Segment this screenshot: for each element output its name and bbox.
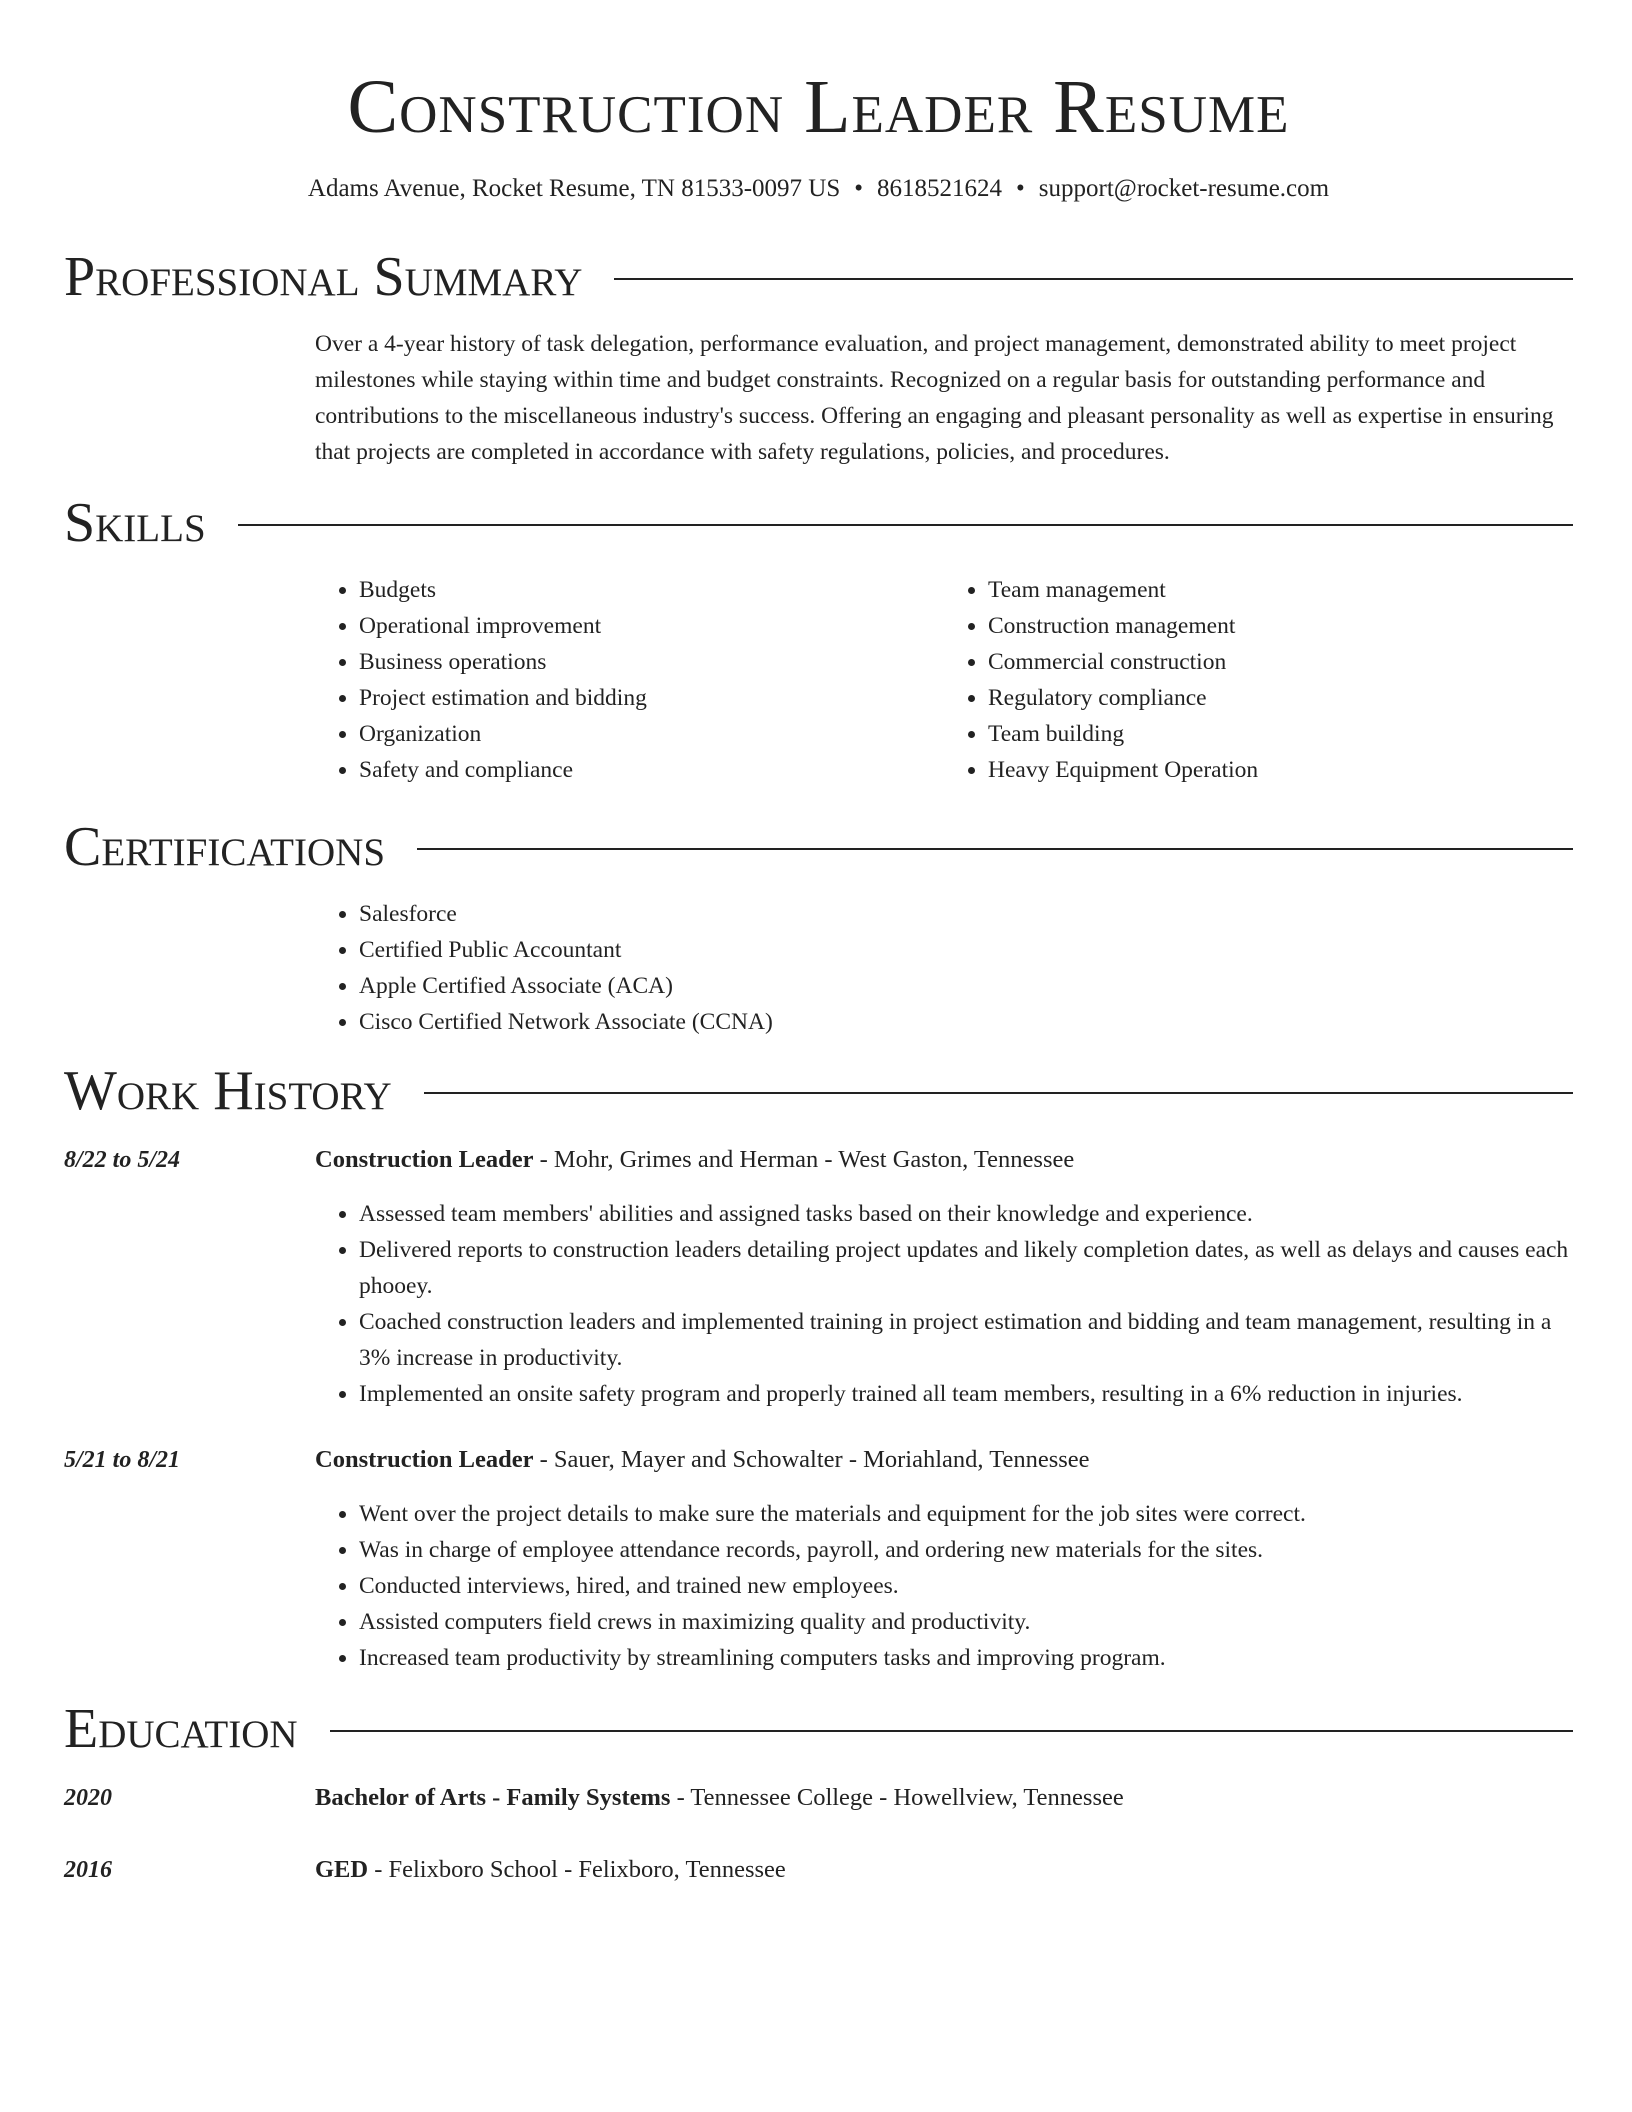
section-divider	[417, 848, 1573, 850]
education-line	[315, 1852, 1573, 1888]
skill-item: • Construction management	[988, 608, 1573, 644]
skills-column-left	[315, 572, 944, 788]
skill-item: • Business operations	[359, 644, 944, 680]
contact-line	[64, 172, 1573, 206]
job-body	[315, 1442, 1573, 1676]
job-bullet: • Implemented an onsite safety program and properly trained all team members, resulting in a 6% reduction in injuries.	[359, 1376, 1573, 1412]
education-heading: Education	[64, 1698, 298, 1760]
job-bullet: • Assisted computers field crews in maximizing quality and productivity.	[359, 1604, 1573, 1640]
job-bullet: • Delivered reports to construction leaders detailing project updates and likely completion dates, as well as delays and causes each phooey.	[359, 1232, 1573, 1304]
skill-item: • Regulatory compliance	[988, 680, 1573, 716]
section-divider	[424, 1092, 1573, 1094]
education-school: - Tennessee College - Howellview, Tennessee	[670, 1784, 1124, 1811]
job-dates: 8/22 to 5/24	[64, 1147, 181, 1173]
summary-heading: Professional Summary	[64, 246, 583, 308]
section-divider	[238, 524, 1573, 526]
skill-item: • Operational improvement	[359, 608, 944, 644]
education-body	[315, 1852, 1573, 1888]
education-section	[64, 1694, 1573, 1888]
job-title-line	[315, 1442, 1573, 1478]
job-dates: 5/21 to 8/21	[64, 1447, 181, 1473]
certification-item: • Cisco Certified Network Associate (CCNA)	[359, 1004, 1573, 1040]
education-line	[315, 1780, 1573, 1816]
certifications-bullets	[315, 896, 1573, 1040]
skill-item: • Commercial construction	[988, 644, 1573, 680]
resume-page	[64, 0, 1573, 1888]
skills-column-right	[944, 572, 1573, 788]
job-body	[315, 1142, 1573, 1412]
job-bullet: • Assessed team members' abilities and assigned tasks based on their knowledge and experience.	[359, 1196, 1573, 1232]
skill-item: • Safety and compliance	[359, 752, 944, 788]
certification-item: • Certified Public Accountant	[359, 932, 1573, 968]
certifications-list	[315, 896, 1573, 1040]
job-employer: - Sauer, Mayer and Schowalter - Moriahland, Tennessee	[533, 1446, 1090, 1473]
education-degree: Bachelor of Arts - Family Systems	[315, 1784, 671, 1811]
contact-separator: •	[854, 175, 864, 202]
education-degree: GED	[315, 1856, 369, 1883]
education-body	[315, 1780, 1573, 1816]
resume-title: Construction Leader Resume	[347, 65, 1290, 149]
certifications-header	[64, 812, 1573, 882]
summary-text: Over a 4-year history of task delegation, performance evaluation, and project management, demonstrated ability to meet project milestones while staying within time and budget constraints. Recognized on a regular basis for outstanding performance and contributions to the miscellaneous industry's success. Offering an engaging and pleasant personality as well as expertise in ensuring that projects are completed in accordance with safety regulations, policies, and procedures.	[315, 331, 1554, 465]
contact-separator: •	[1016, 175, 1025, 202]
job-entry	[64, 1142, 1573, 1412]
certifications-section	[64, 812, 1573, 1040]
job-bullet: • Conducted interviews, hired, and trained new employees.	[359, 1568, 1573, 1604]
section-divider	[614, 278, 1573, 280]
work-history-heading: Work History	[64, 1060, 392, 1122]
contact-phone: 8618521624	[877, 175, 1003, 202]
skill-item: • Project estimation and bidding	[359, 680, 944, 716]
contact-address: Adams Avenue, Rocket Resume, TN 81533-0097 US	[307, 175, 841, 202]
job-employer: - Mohr, Grimes and Herman - West Gaston, Tennessee	[533, 1146, 1075, 1173]
summary-section	[64, 242, 1573, 470]
skills-heading: Skills	[64, 492, 206, 554]
job-title: Construction Leader	[315, 1446, 534, 1473]
job-bullets	[315, 1496, 1573, 1676]
skills-section	[64, 488, 1573, 788]
certification-item: • Salesforce	[359, 896, 1573, 932]
education-year: 2016	[64, 1857, 112, 1883]
education-year: 2020	[64, 1785, 112, 1811]
skill-item: • Organization	[359, 716, 944, 752]
work-history-header	[64, 1056, 1573, 1126]
education-school: - Felixboro School - Felixboro, Tennessee	[368, 1856, 786, 1883]
skills-list	[315, 572, 1573, 788]
job-bullet: • Was in charge of employee attendance records, payroll, and ordering new materials for the sites.	[359, 1532, 1573, 1568]
section-divider	[330, 1730, 1573, 1732]
certifications-heading: Certifications	[64, 816, 386, 878]
skill-item: • Team building	[988, 716, 1573, 752]
skill-item: • Team management	[988, 572, 1573, 608]
contact-email: support@rocket-resume.com	[1038, 175, 1330, 202]
job-title-line	[315, 1142, 1573, 1178]
work-history-section	[64, 1056, 1573, 1676]
certification-item: • Apple Certified Associate (ACA)	[359, 968, 1573, 1004]
job-bullet: • Went over the project details to make sure the materials and equipment for the job sites were correct.	[359, 1496, 1573, 1532]
education-entry	[64, 1780, 1573, 1816]
education-entry	[64, 1852, 1573, 1888]
skill-item: • Budgets	[359, 572, 944, 608]
education-header	[64, 1694, 1573, 1764]
summary-header	[64, 242, 1573, 312]
job-bullet: • Coached construction leaders and implemented training in project estimation and bidding and team management, resulting in a 3% increase in productivity.	[359, 1304, 1573, 1376]
job-bullet: • Increased team productivity by streamlining computers tasks and improving program.	[359, 1640, 1573, 1676]
skills-header	[64, 488, 1573, 558]
job-bullets	[315, 1196, 1573, 1412]
job-entry	[64, 1442, 1573, 1676]
job-title: Construction Leader	[315, 1146, 534, 1173]
skill-item: • Heavy Equipment Operation	[988, 752, 1573, 788]
